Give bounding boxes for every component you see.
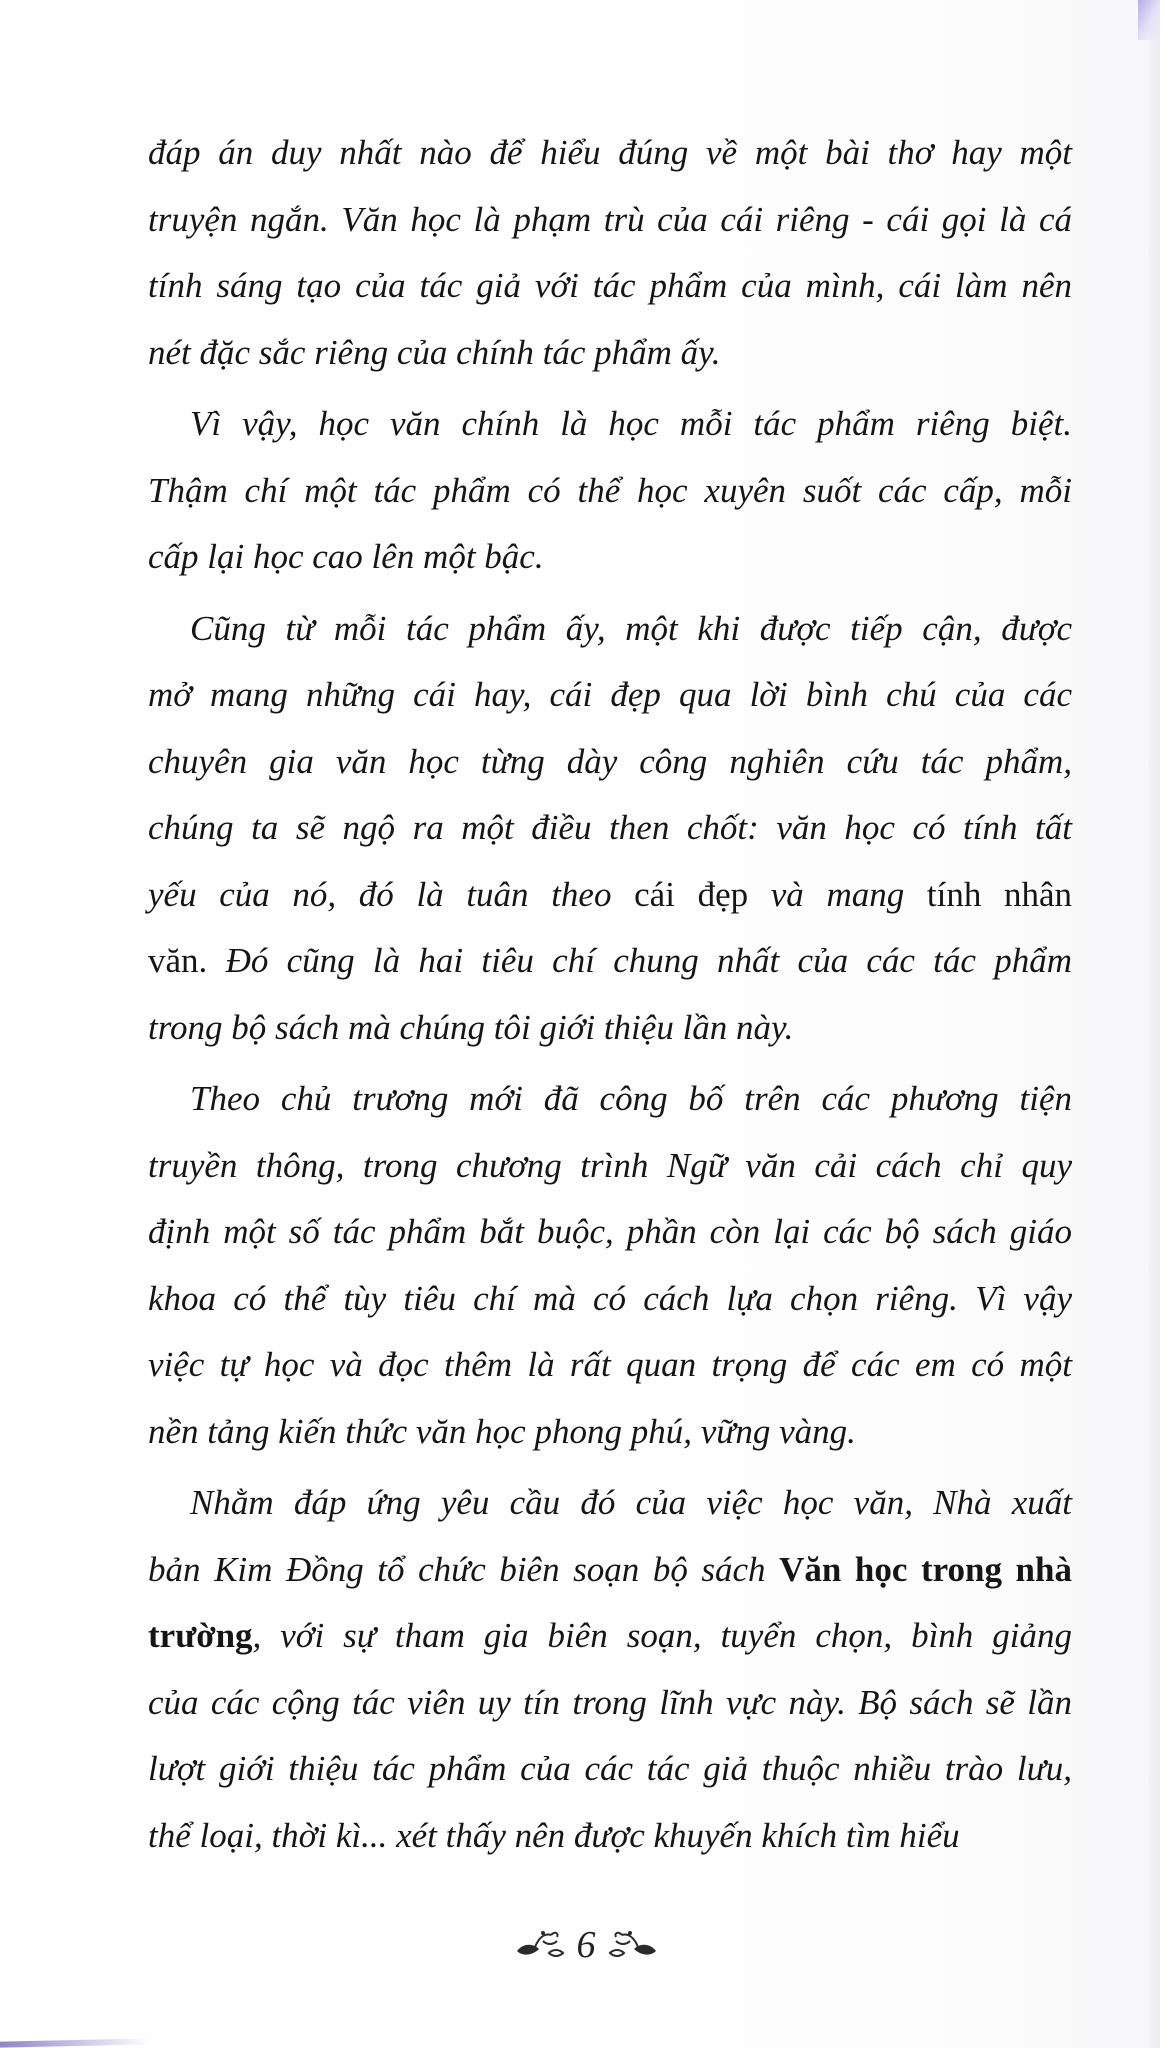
text-segment: mở mang những cái hay, cái đẹp qua lời bình chú của các [148,675,1072,714]
text-line [148,729,1072,796]
book-series-title: Văn học trong nhà [779,1549,1072,1589]
text-line [148,1803,1072,1870]
text-segment: tính nhân [926,874,1073,914]
paragraph [148,391,1072,591]
text-segment: Nhằm đáp ứng yêu cầu đó của việc học văn, Nhà xuất [190,1483,1072,1522]
page-number: 6 [576,1924,596,1966]
text-line [148,120,1072,187]
text-segment: cái đẹp [634,874,749,914]
text-line [148,1332,1072,1399]
text-line [148,1066,1072,1133]
text-segment: và mang [748,874,927,914]
text-line [148,928,1072,995]
text-segment: Vì vậy, học văn chính là học mỗi tác phẩm riêng biệt. [190,404,1072,443]
text-segment: yếu của nó, đó là tuân theo [148,874,635,914]
text-segment: trong bộ sách mà chúng tôi giới thiệu lần này. [148,1007,794,1047]
text-line [148,391,1072,458]
page-corner-tint [1138,0,1160,40]
text-line [148,458,1072,525]
floral-ornament-left-icon [513,1927,569,1963]
text-line [148,1266,1072,1333]
text-line [148,596,1072,663]
text-segment: chúng ta sẽ ngộ ra một điều then chốt: văn học có tính tất [148,808,1072,847]
text-segment: Cũng từ mỗi tác phẩm ấy, một khi được tiếp cận, được [190,608,1072,648]
text-line [148,1470,1072,1537]
text-line [148,253,1072,320]
text-segment: chuyên gia văn học từng dày công nghiên cứu tác phẩm, [148,741,1072,781]
paragraph [148,120,1072,386]
text-segment: khoa có thể tùy tiêu chí mà có cách lựa chọn riêng. Vì vậy [148,1278,1072,1318]
text-line [148,862,1072,929]
text-segment: , với sự tham gia biên soạn, tuyển chọn, bình giảng [252,1616,1072,1655]
text-segment: tính sáng tạo của tác giả với tác phẩm của mình, cái làm nên [148,266,1072,305]
text-segment: văn. [148,941,208,980]
page-footer [0,1920,1172,1970]
text-segment: Đó cũng là hai tiêu chí chung nhất của các tác phẩm [207,941,1072,980]
text-line [148,1199,1072,1266]
text-segment: cấp lại học cao lên một bậc. [148,537,544,576]
page-edge-right [1148,0,1160,2048]
text-segment: Thậm chí một tác phẩm có thể học xuyên suốt các cấp, mỗi [148,470,1072,510]
paragraph [148,1066,1072,1465]
page-edge-bottom-left [0,2038,150,2047]
text-segment: truyện ngắn. Văn học là phạm trù của cái riêng - cái gọi là cá [148,199,1072,239]
text-line [148,795,1072,862]
text-segment: của các cộng tác viên uy tín trong lĩnh vực này. Bộ sách sẽ lần [148,1682,1072,1722]
text-line [148,1603,1072,1670]
text-segment: việc tự học và đọc thêm là rất quan trọng để các em có một [148,1345,1072,1384]
book-series-title: trường [148,1616,253,1655]
text-line [148,524,1072,591]
paragraph [148,1470,1072,1869]
text-line [148,662,1072,729]
text-segment: đáp án duy nhất nào để hiểu đúng về một bài thơ hay một [148,133,1072,172]
text-line [148,1399,1072,1466]
text-line [148,187,1072,254]
text-line [148,1133,1072,1200]
text-segment: nét đặc sắc riêng của chính tác phẩm ấy. [148,332,721,372]
paragraph [148,596,1072,1062]
text-line [148,1736,1072,1803]
text-segment: bản Kim Đồng tổ chức biên soạn bộ sách [148,1549,780,1589]
text-segment: lượt giới thiệu tác phẩm của các tác giả thuộc nhiều trào lưu, [148,1749,1072,1788]
text-segment: thể loại, thời kì... xét thấy nên được khuyến khích tìm hiểu [148,1815,960,1855]
text-line [148,1670,1072,1737]
text-segment: truyền thông, trong chương trình Ngữ văn cải cách chỉ quy [148,1145,1072,1185]
text-segment: định một số tác phẩm bắt buộc, phần còn lại các bộ sách giáo [148,1212,1072,1251]
floral-ornament-right-icon [604,1927,660,1963]
text-segment: Theo chủ trương mới đã công bố trên các phương tiện [190,1079,1072,1118]
body-text [148,120,1072,1869]
text-line [148,320,1072,387]
text-segment: nền tảng kiến thức văn học phong phú, vững vàng. [148,1411,856,1451]
text-line [148,1537,1072,1604]
text-line [148,995,1072,1062]
